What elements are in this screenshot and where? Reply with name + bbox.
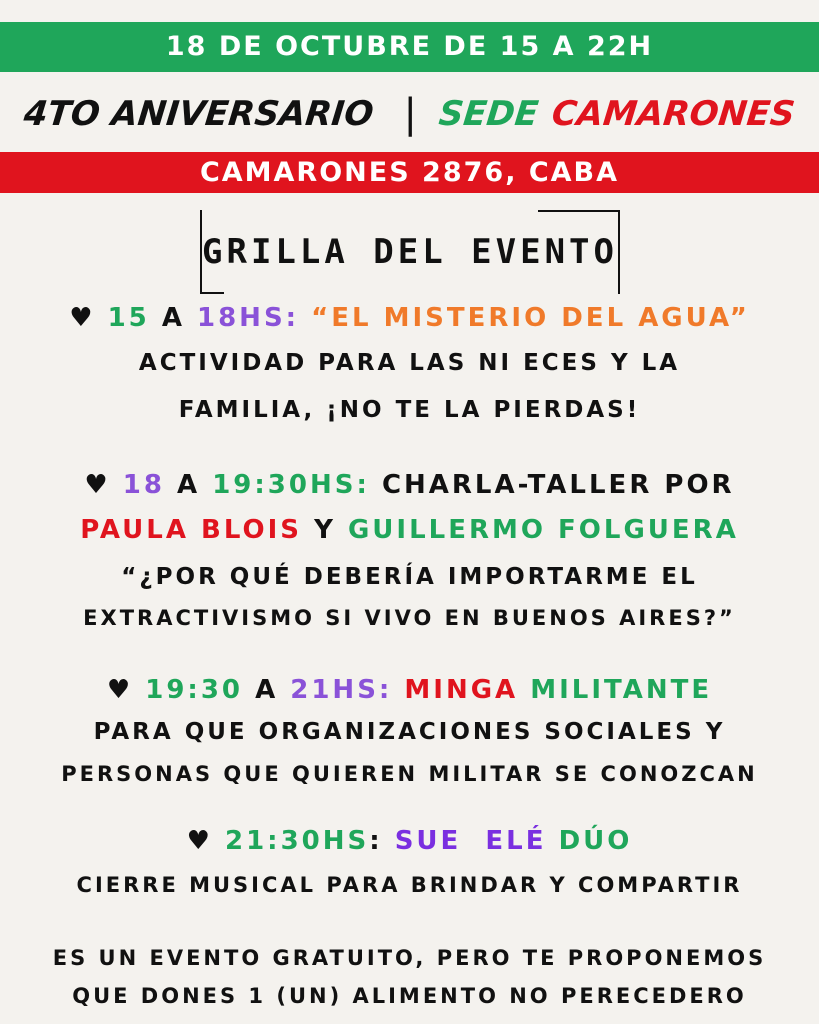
event-1-desc-2: FAMILIA, ¡NO TE LA PIERDAS!: [178, 397, 641, 423]
event-4-artist-1: SUE: [394, 826, 462, 856]
event-3-a: A: [255, 675, 279, 705]
event-4-artist-3: DÚO: [558, 826, 633, 856]
event-4-header: [0, 826, 819, 856]
event-2-header: [0, 470, 819, 500]
frame-bottom-left-edge: [200, 292, 224, 294]
event-3-header: [0, 675, 819, 705]
anniversary-title: 4TO ANIVERSARIO: [22, 94, 376, 134]
event-1-title: “EL MISTERIO DEL AGUA”: [311, 303, 750, 333]
event-2-end: 19:30HS:: [212, 470, 370, 500]
speaker-conjunction: Y: [314, 515, 336, 545]
address-band: CAMARONES 2876, CABA: [0, 152, 819, 193]
grilla-frame: [200, 210, 620, 294]
event-1-header: [0, 303, 819, 333]
heart-icon: ♥: [84, 470, 111, 500]
event-3-end: 21HS:: [290, 675, 393, 705]
title-row: [0, 84, 819, 144]
speaker-2: GUILLERMO FOLGUERA: [347, 515, 739, 545]
event-1-end: 18HS:: [197, 303, 300, 333]
sede-label: SEDE: [436, 94, 541, 134]
footer-line-1: ES UN EVENTO GRATUITO, PERO TE PROPONEMOS: [52, 946, 767, 970]
event-3-start: 19:30: [145, 675, 243, 705]
event-3-desc-1: PARA QUE ORGANIZACIONES SOCIALES Y: [93, 719, 726, 745]
event-2-title: CHARLA-TALLER POR: [381, 470, 735, 500]
event-3-desc-2: PERSONAS QUE QUIEREN MILITAR SE CONOZCAN: [61, 762, 758, 786]
grilla-title: GRILLA DEL EVENTO: [202, 232, 618, 272]
event-2-desc-1: “¿POR QUÉ DEBERÍA IMPORTARME EL: [121, 564, 698, 590]
event-1-start: 15: [107, 303, 150, 333]
event-1-a: A: [161, 303, 185, 333]
heart-icon: ♥: [69, 303, 96, 333]
speaker-1: PAULA BLOIS: [80, 515, 302, 545]
event-4-desc-1: CIERRE MUSICAL PARA BRINDAR Y COMPARTIR: [76, 873, 743, 897]
event-2-speakers: [0, 515, 819, 545]
event-4-colon: :: [369, 826, 383, 856]
event-2-a: A: [177, 470, 201, 500]
date-band: 18 DE OCTUBRE DE 15 A 22H: [0, 22, 819, 72]
heart-icon: ♥: [106, 675, 134, 705]
event-3-title-minga: MINGA: [404, 675, 519, 705]
sede-name: CAMARONES: [550, 94, 797, 134]
title-separator: |: [403, 91, 417, 137]
event-3-title-militante: MILITANTE: [530, 675, 713, 705]
event-4-artist-2: ELÉ: [485, 826, 547, 856]
event-1-desc-1: ACTIVIDAD PARA LAS NI ECES Y LA: [138, 350, 681, 376]
event-2-start: 18: [122, 470, 165, 500]
frame-top-right-edge: [538, 210, 620, 212]
event-2-desc-2: EXTRACTIVISMO SI VIVO EN BUENOS AIRES?”: [83, 606, 736, 630]
event-4-time: 21:30HS: [224, 826, 370, 856]
heart-icon: ♥: [186, 826, 213, 856]
footer-line-2: QUE DONES 1 (UN) ALIMENTO NO PERECEDERO: [72, 984, 747, 1008]
